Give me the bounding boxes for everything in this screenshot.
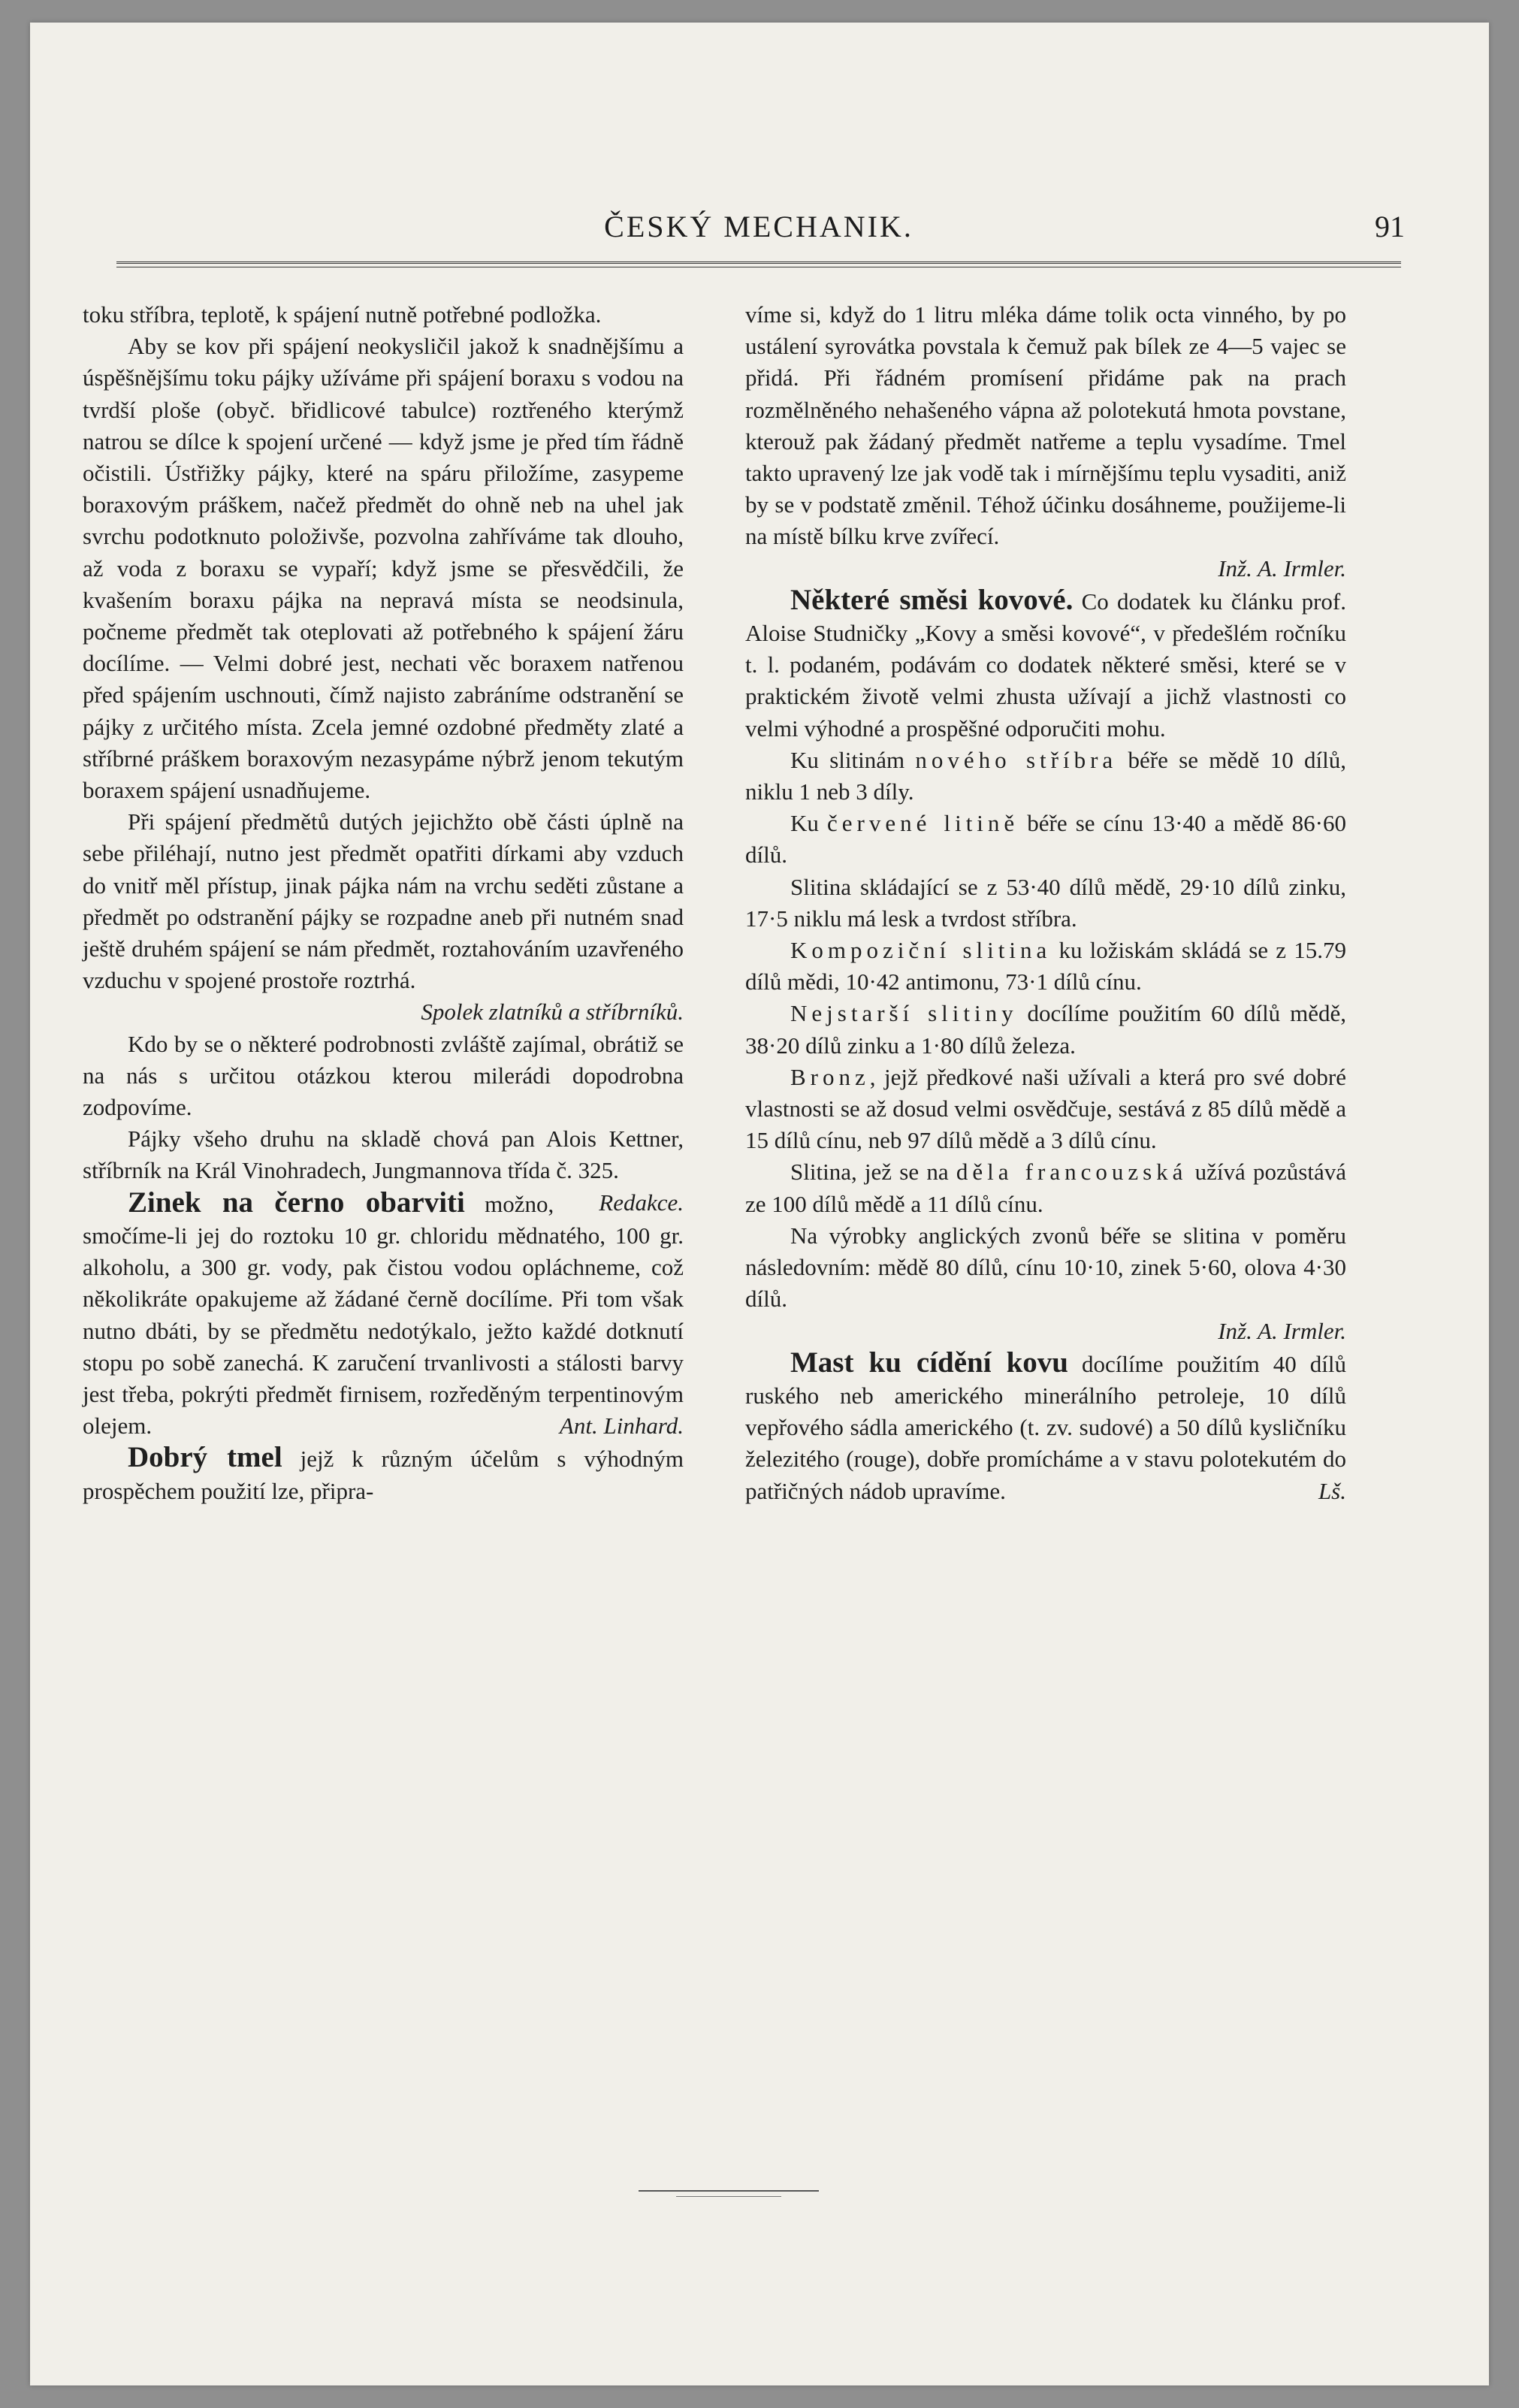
end-rule	[676, 2196, 781, 2197]
paragraph: víme si, když do 1 litru mléka dáme tolik octa vinného, by po ustálení syrovátka povstala k čemuž pak bílek ze 4—5 vajec se přidá. Při řádném promísení přidáme pak na prach rozmělněného nehašeného vápna až polotekutá hmota povstane, kterouž pak žádaný předmět natřeme a teplu vysadíme. Tmel takto upravený lze jak vodě tak i mírnějšímu teplu vysaditi, aniž by se v podstatě změnil. Téhož účinku dosáhneme, použijeme-li na místě bílku krve zvířecí.	[745, 301, 1346, 550]
text-run: Ku slitinám	[790, 746, 916, 773]
page-number: 91	[1375, 210, 1405, 243]
text-run: Ku	[790, 810, 827, 837]
signature-spolek: Spolek zlatníků a stříbrníků.	[421, 999, 684, 1026]
spaced-term: nového stříbra	[915, 746, 1118, 773]
article-heading: Zinek na černo obarviti	[128, 1186, 465, 1219]
document-page	[30, 23, 1489, 2385]
paragraph	[745, 745, 1346, 808]
paragraph	[745, 808, 1346, 871]
article-text: možno, smočíme-li jej do roztoku 10 gr. chloridu mědnatého, 100 gr. alkoholu, a 300 gr. vody, pak čistou vodou opláchneme, což několikráte opakujeme až žádané černě docílíme. Při tom však nutno dbáti, by se předmětu nedotýkalo, ježto každé dotknutí stopu po sobě zanechá. K zaručení trvanlivosti a stálosti barvy jest třeba, pokrýti předmět firnisem, rozředěným terpentinovým olejem.	[83, 1190, 684, 1440]
paragraph	[745, 998, 1346, 1061]
spaced-term: Bronz	[790, 1063, 870, 1090]
article-tmel	[83, 1442, 684, 1506]
signature-irmler: Inž. A. Irmler.	[1218, 554, 1346, 582]
spaced-term: děla francouzská	[956, 1159, 1188, 1186]
article-text: Co dodatek ku článku prof. Aloise Studničky „Kovy a směsi kovové“, v předešlém ročníku t. l. podaném, podávám co dodatek některé směsi, které se v praktickém životě velmi zhusta užívají a jichž vlastnosti co velmi výhodné a prospěšné odporučiti mohu.	[745, 588, 1346, 742]
article-heading: Některé směsi kovové.	[790, 583, 1074, 616]
paragraph: Na výrobky anglických zvonů béře se slitina v poměru následovním: mědě 80 dílů, cínu 10·10, zinek 5·60, olova 4·30 dílů.	[745, 1222, 1346, 1313]
paragraph: toku stříbra, teplotě, k spájení nutně potřebné podložka.	[83, 301, 602, 328]
paragraph: Kdo by se o některé podrobnosti zvláště zajímal, obrátiž se na nás s určitou otázkou kterou milerádi dopodrobna zodpovíme.	[83, 1030, 684, 1121]
paragraph: Při spájení předmětů dutých jejichžto obě části úplně na sebe přiléhají, nutno jest předmět opatřiti dírkami aby vzduch do vnitř měl přístup, jinak pájka nám na vrchu seděti zůstane a předmět po odstranění pájky se rozpadne aneb při nutném snad ještě druhém spájení se nám předmět, roztahováním uzavřeného vzduchu v spojené prostoře roztrhá.	[83, 808, 684, 994]
spaced-term: Nejstarší slitiny	[790, 1000, 1018, 1027]
article-smesi	[745, 585, 1346, 745]
signature-ls: Lš.	[1318, 1477, 1346, 1504]
paragraph: Aby se kov při spájení neokysličil jakož k snadnějšímu a úspěšnějšímu toku pájky užíváme při spájení boraxu s vodou na tvrdší ploše (obyč. břidlicové tabulce) roztřeného kterýmž natrou se dílce k spojení určené — když jsme je před tím řádně očistili. Ústřižky pájky, které na spáru přiložíme, zasypeme boraxovým práškem, načež předmět do ohně neb na uhel jak svrchu podotknuto položivše, pozvolna zahříváme tak dlouho, až voda z boraxu se vypaří; když jsme se přesvědčili, že kvašením boraxu pájka na nepravá místa se neodsinula, počneme předmět tak oteplovati až potřebného k spájení žáru docílíme. — Velmi dobré jest, nechati věc boraxem natřenou před spájením uschnouti, čímž najisto zabráníme odstranění se pájky z určitého místa. Zcela jemné ozdobné předměty zlaté a stříbrné práškem boraxovým nezasypáme nýbrž jenom tekutým boraxem spájení usnadňujeme.	[83, 333, 684, 804]
signature-redakce: Redakce.	[599, 1189, 684, 1216]
paragraph	[745, 1062, 1346, 1157]
signature-irmler: Inž. A. Irmler.	[1218, 1317, 1346, 1344]
article-heading: Mast ku cídění kovu	[790, 1346, 1068, 1379]
paragraph-text: Pájky všeho druhu na skladě chová pan Alois Kettner, stříbrník na Král Vinohradech, Jungmannova třída č. 325.	[83, 1125, 684, 1184]
article-text: jejž k různým účelům s výhodným prospěchem použití lze, připra-	[83, 1446, 684, 1504]
left-column	[83, 299, 684, 1507]
journal-title: ČESKÝ MECHANIK.	[604, 210, 914, 243]
paragraph	[745, 1156, 1346, 1219]
text-run: užívá pozůstává ze 100 dílů mědě a 11 dílů cínu.	[745, 1159, 1346, 1217]
end-rule	[639, 2190, 819, 2192]
article-mast	[745, 1347, 1346, 1507]
article-text: docílíme použitím 40 dílů ruského neb amerického minerálního petroleje, 10 dílů vepřového sádla amerického (t. zv. sudové) a 50 dílů kysličníku železitého (rouge), dobře promícháme a v stavu polotekutém do patřičných nádob upravíme.	[745, 1350, 1347, 1504]
text-run: docílíme použitím 60 dílů mědě, 38·20 dílů zinku a 1·80 dílů železa.	[745, 1000, 1346, 1059]
text-run: Slitina, jež se na	[790, 1159, 956, 1186]
text-run: , jejž předkové naši užívali a která pro své dobré vlastnosti se až dosud velmi osvědčuje, sestává z 85 dílů mědě a 15 dílů cínu, neb 97 dílů mědě a 3 dílů cínu.	[745, 1063, 1346, 1154]
right-column	[745, 299, 1346, 1507]
text-run: béře se cínu 13·40 a mědě 86·60 dílů.	[745, 810, 1347, 869]
spaced-term: Kompoziční slitina	[790, 937, 1052, 964]
article-zinek	[83, 1187, 684, 1443]
article-heading: Dobrý tmel	[128, 1441, 282, 1474]
signature-linhard: Ant. Linhard.	[559, 1412, 684, 1440]
page-header	[113, 203, 1405, 248]
text-run: béře se mědě 10 dílů, niklu 1 neb 3 díly.	[745, 746, 1346, 805]
paragraph: Slitina skládající se z 53·40 dílů mědě, 29·10 dílů zinku, 17·5 niklu má lesk a tvrdost stříbra.	[745, 873, 1346, 932]
header-rule	[116, 261, 1401, 267]
spaced-term: červené litině	[827, 810, 1019, 837]
text-run: ku ložiskám skládá se z 15.79 dílů mědi, 10·42 antimonu, 73·1 dílů cínu.	[745, 937, 1346, 996]
paragraph	[745, 935, 1346, 998]
